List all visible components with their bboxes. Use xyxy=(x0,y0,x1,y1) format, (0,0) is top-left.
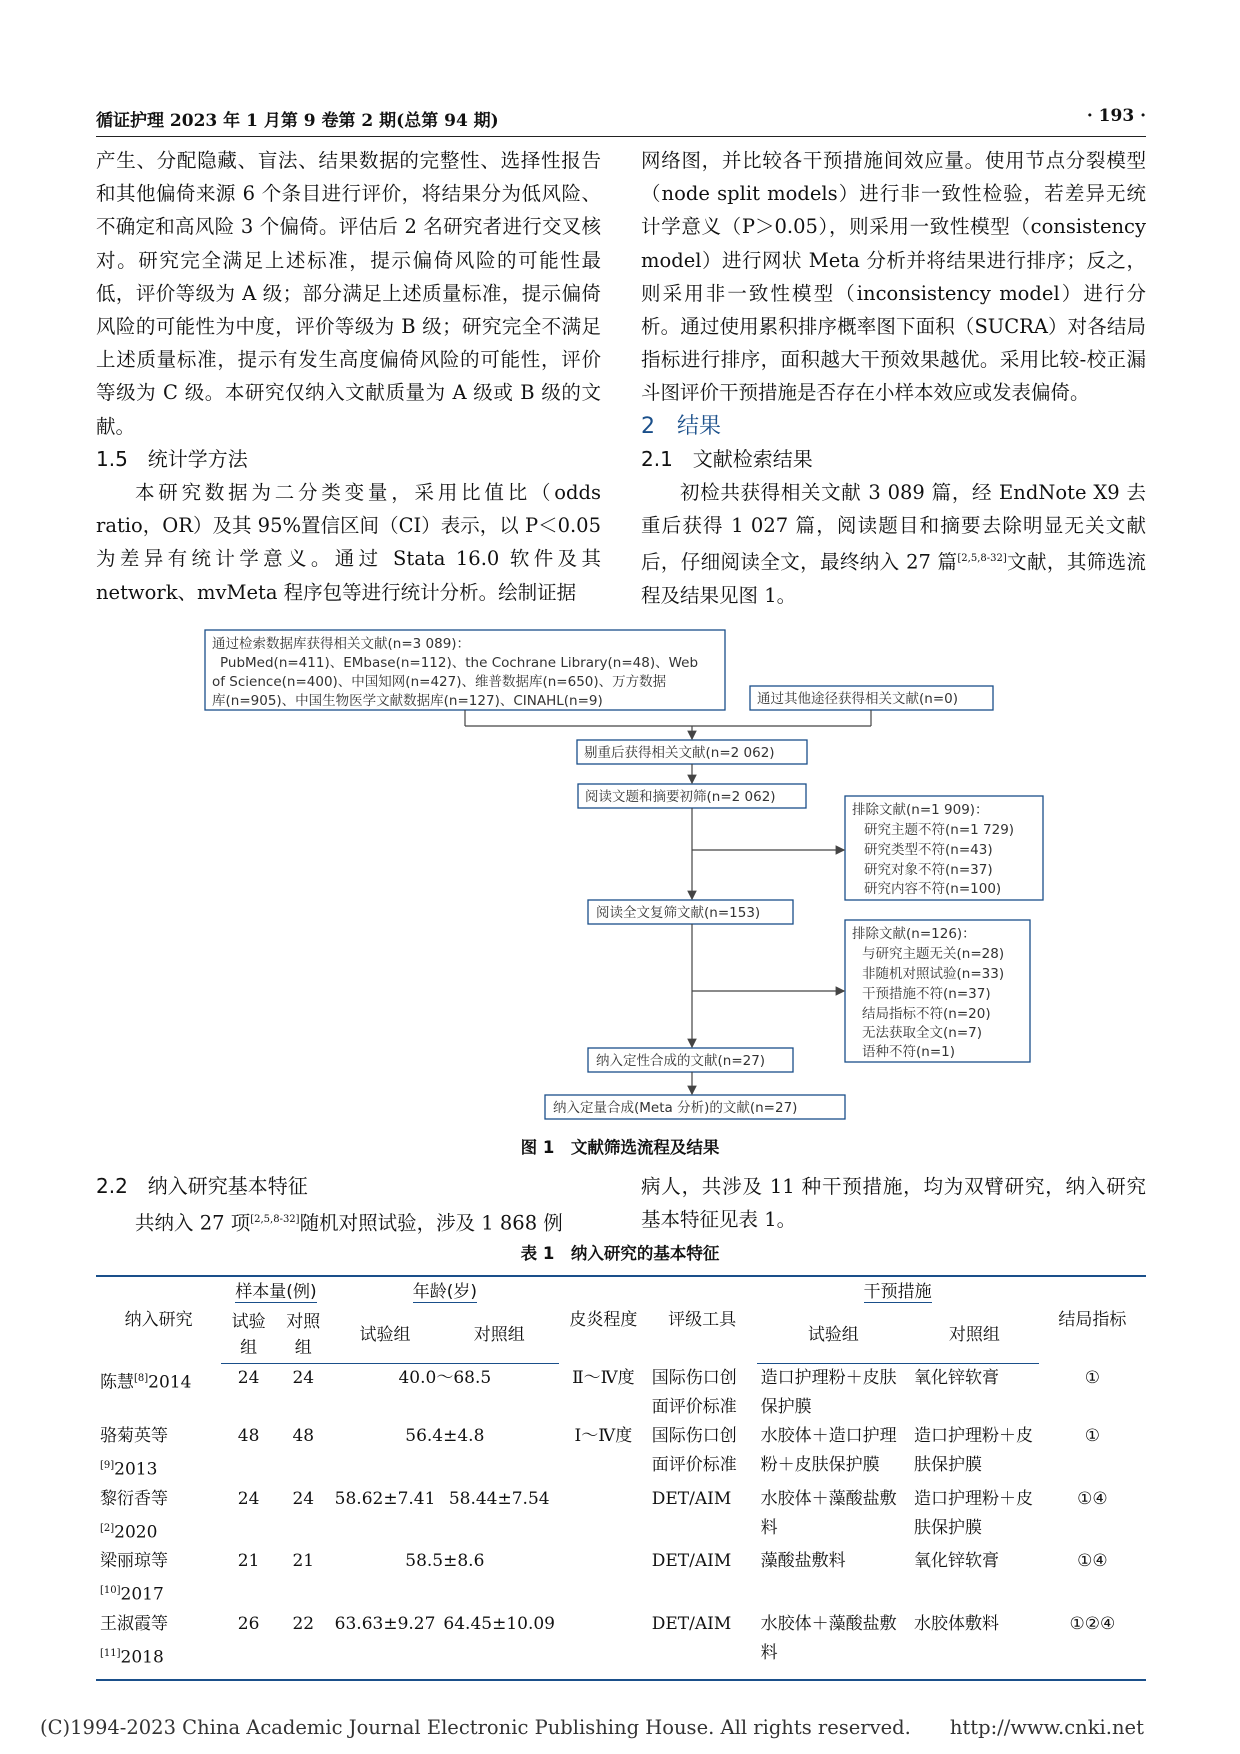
th-sample-group xyxy=(221,1276,330,1307)
running-header xyxy=(96,106,1146,131)
table-caption: 表 1 纳入研究的基本特征 xyxy=(520,1244,720,1263)
journal-info: 循证护理 2023 年 1 月第 9 卷第 2 期(总第 94 期) xyxy=(96,111,499,131)
table-row xyxy=(96,1422,1146,1485)
cell-int-ctl: 造口护理粉＋皮肤保护膜 xyxy=(914,1488,1034,1538)
cell-age-exp: 58.62±7.41 xyxy=(334,1488,436,1509)
th-int-exp: 试验组 xyxy=(757,1307,910,1364)
cell-n-exp: 24 xyxy=(237,1368,260,1388)
cell-study xyxy=(96,1485,221,1548)
paragraph-network: 网络图，并比较各干预措施间效应量。使用节点分裂模型（node split models）进行非一致性检验，若差异无统计学意义（P＞0.05），则采用一致性模型（consistency model）进行网状 Meta 分析并将结果进行排序；反之，则采用非一致性模型（inconsistency model）进行分析。通过使用累积排序概率图下面积（SUCRA）对各结局指标进行排序，面积越大干预效果越优。采用比较-校正漏斗图评价干预措施是否存在小样本效应或发表偏倚。 xyxy=(641,149,1146,405)
section-2-2-right xyxy=(641,1170,1146,1236)
right-column xyxy=(641,144,1146,612)
citation: [8] xyxy=(134,1372,149,1384)
heading-2-2: 2.2 纳入研究基本特征 xyxy=(96,1174,308,1198)
paragraph-stats: 本研究数据为二分类变量，采用比值比（odds ratio，OR）及其 95%置信区间（CI）表示，以 P＜0.05 为差异有统计学意义。通过 Stata 16.0 软件及其 network、mvMeta 程序包等进行统计分析。绘制证据 xyxy=(96,481,601,604)
flow-other-sources: 通过其他途径获得相关文献(n=0) xyxy=(757,691,958,707)
cell-tool: 国际伤口创面评价标准 xyxy=(651,1426,737,1475)
flow-excl2-item: 结局指标不符(n=20) xyxy=(862,1006,991,1022)
th-int-ctl: 对照组 xyxy=(910,1307,1039,1364)
table-row xyxy=(96,1610,1146,1680)
cell-age-ctl: 64.45±10.09 xyxy=(439,1610,559,1680)
th-intervention-group xyxy=(757,1276,1039,1307)
cell-tool: DET/AIM xyxy=(651,1488,732,1509)
flow-qualitative: 纳入定性合成的文献(n=27) xyxy=(596,1053,766,1069)
citation: [11] xyxy=(100,1647,121,1659)
heading-1-5: 1.5 统计学方法 xyxy=(96,446,248,471)
flow-fulltext: 阅读全文复筛文献(n=153) xyxy=(596,905,761,921)
study-year: 2018 xyxy=(120,1647,164,1668)
citation: [10] xyxy=(100,1585,121,1597)
flow-excl1-item: 研究类型不符(n=43) xyxy=(864,842,993,858)
study-year: 2014 xyxy=(148,1372,192,1393)
flow-excl2-item: 无法获取全文(n=7) xyxy=(862,1025,982,1041)
paragraph-characteristics-cont: 病人，共涉及 11 种干预措施，均为双臂研究，纳入研究基本特征见表 1。 xyxy=(641,1175,1146,1232)
th-age-exp: 试验组 xyxy=(331,1307,440,1364)
study-year: 2013 xyxy=(114,1459,158,1480)
th-age-group xyxy=(331,1276,559,1307)
cell-age-exp: 63.63±9.27 xyxy=(331,1610,440,1680)
flow-excl2-item: 与研究主题无关(n=28) xyxy=(862,946,1005,962)
th-sample: 样本量(例) xyxy=(235,1282,317,1302)
paragraph-characteristics xyxy=(96,1203,601,1240)
flow-excl1-title: 排除文献(n=1 909)： xyxy=(852,802,989,818)
copyright-footer: (C)1994-2023 China Academic Journal Electronic Publishing House. All rights reserved. http://www.cnki.net xyxy=(40,1716,1144,1739)
cell-degree xyxy=(559,1610,648,1680)
search-results-text-end: 文献，其筛选流程及结果见图 1。 xyxy=(641,550,1146,608)
th-age: 年龄(岁) xyxy=(412,1282,477,1302)
cell-n-exp: 21 xyxy=(237,1551,260,1572)
cell-int-ctl: 造口护理粉＋皮肤保护膜 xyxy=(914,1426,1034,1475)
section-2-2-left xyxy=(96,1170,601,1240)
cell-int-exp: 造口护理粉＋皮肤保护膜 xyxy=(760,1368,897,1417)
cell-n-exp: 26 xyxy=(221,1610,276,1680)
cell-n-exp: 48 xyxy=(237,1426,260,1446)
cell-int-exp: 水胶体＋造口护理粉＋皮肤保护膜 xyxy=(760,1426,897,1475)
cell-tool: 国际伤口创面评价标准 xyxy=(651,1367,737,1417)
citation: [2] xyxy=(100,1522,115,1534)
study-name: 梁丽琼等 xyxy=(100,1551,168,1572)
th-age-ctl: 对照组 xyxy=(439,1307,559,1364)
study-name: 骆菊英等 xyxy=(100,1426,168,1446)
study-name: 黎衍香等 xyxy=(100,1488,168,1509)
paragraph-search-results xyxy=(641,476,1146,612)
table-row xyxy=(96,1485,1146,1548)
cell-tool: DET/AIM xyxy=(648,1610,757,1680)
flow-excl2-item: 干预措施不符(n=37) xyxy=(862,986,991,1002)
th-tool: 评级工具 xyxy=(648,1276,757,1364)
cell-int-ctl: 氧化锌软膏 xyxy=(914,1368,1000,1388)
cell-n-ctl: 48 xyxy=(292,1426,315,1446)
cell-int-exp: 藻酸盐敷料 xyxy=(760,1551,846,1572)
cell-degree xyxy=(559,1547,648,1610)
cell-study xyxy=(96,1547,221,1610)
flow-box1-line2: PubMed(n=411)、EMbase(n=112)、the Cochrane Library(n=48)、Web xyxy=(220,655,699,671)
th-sample-ctl: 对照组 xyxy=(276,1307,331,1364)
cell-study xyxy=(96,1422,221,1485)
citation: [2,5,8-32] xyxy=(957,553,1007,565)
cell-study xyxy=(96,1364,221,1423)
study-name: 陈慧 xyxy=(100,1372,134,1393)
cell-age-ctl: 58.44±7.54 xyxy=(448,1488,550,1509)
characteristics-text-end: 随机对照试验，涉及 1 868 例 xyxy=(299,1211,563,1235)
cell-n-ctl: 22 xyxy=(276,1610,331,1680)
cell-age: 40.0～68.5 xyxy=(398,1368,492,1388)
heading-2-1: 2.1 文献检索结果 xyxy=(641,446,813,471)
cell-age: 56.4±4.8 xyxy=(405,1426,485,1446)
cell-int-ctl: 水胶体敷料 xyxy=(910,1610,1039,1680)
cell-outcome: ① xyxy=(1084,1426,1100,1446)
study-year: 2017 xyxy=(120,1584,164,1605)
paragraph-bias: 产生、分配隐藏、盲法、结果数据的完整性、选择性报告和其他偏倚来源 6 个条目进行评价，将结果分为低风险、不确定和高风险 3 个偏倚。评估后 2 名研究者进行交叉核对。研究完全满足上述标准，提示偏倚风险的可能性最低，评价等级为 A 级；部分满足上述质量标准，提示偏倚风险的可能性为中度，评价等级为 B 级；研究完全不满足上述质量标准，提示有发生高度偏倚风险的可能性，评价等级为 C 级。本研究仅纳入文献质量为 A 级或 B 级的文献。 xyxy=(96,149,601,438)
cell-int-exp: 水胶体＋藻酸盐敷料 xyxy=(757,1610,910,1680)
flow-excl2-item: 非随机对照试验(n=33) xyxy=(862,966,1005,982)
search-results-text: 初检共获得相关文献 3 089 篇，经 EndNote X9 去重后获得 1 027 篇，阅读题目和摘要去除明显无关文献后，仔细阅读全文，最终纳入 27 篇 xyxy=(641,481,1146,574)
characteristics-table xyxy=(96,1275,1146,1681)
flow-excl1-item: 研究对象不符(n=37) xyxy=(864,862,993,878)
cell-n-ctl: 24 xyxy=(292,1488,315,1509)
flow-box1-line1: 通过检索数据库获得相关文献(n=3 089)： xyxy=(212,636,471,652)
cell-int-exp: 水胶体＋藻酸盐敷料 xyxy=(760,1488,897,1538)
cell-outcome: ①④ xyxy=(1077,1551,1108,1572)
flow-excl1-item: 研究内容不符(n=100) xyxy=(864,881,1002,897)
cell-tool: DET/AIM xyxy=(651,1551,732,1572)
characteristics-text: 共纳入 27 项 xyxy=(135,1211,251,1235)
cell-int-ctl: 氧化锌软膏 xyxy=(914,1551,1000,1572)
cell-outcome: ①④ xyxy=(1077,1488,1108,1509)
th-outcome: 结局指标 xyxy=(1039,1276,1146,1364)
th-degree: 皮炎程度 xyxy=(559,1276,648,1364)
heading-2: 2 结果 xyxy=(641,413,721,439)
citation: [2,5,8-32] xyxy=(250,1214,300,1226)
cell-study xyxy=(96,1610,221,1680)
header-rule xyxy=(96,136,1146,137)
flow-excl1-item: 研究主题不符(n=1 729) xyxy=(864,822,1015,838)
page-number: · 193 · xyxy=(1086,106,1146,126)
cell-degree xyxy=(559,1485,648,1548)
flow-box1-line3: of Science(n=400)、中国知网(n=427)、维普数据库(n=650)、万方数据 xyxy=(212,674,667,690)
table-row xyxy=(96,1547,1146,1610)
th-sample-exp: 试验组 xyxy=(221,1307,276,1364)
cell-degree: Ⅰ～Ⅳ度 xyxy=(574,1426,633,1446)
cell-n-ctl: 24 xyxy=(292,1368,315,1388)
flow-deduplicated: 剔重后获得相关文献(n=2 062) xyxy=(584,745,775,761)
prisma-flowchart xyxy=(200,628,1050,1123)
cell-degree: Ⅱ～Ⅳ度 xyxy=(572,1367,635,1388)
flow-title-screening: 阅读文题和摘要初筛(n=2 062) xyxy=(585,789,776,805)
cell-outcome: ①②④ xyxy=(1039,1610,1146,1680)
th-intervention: 干预措施 xyxy=(863,1282,932,1302)
cell-outcome: ① xyxy=(1084,1367,1100,1388)
study-year: 2020 xyxy=(114,1522,158,1543)
cell-n-ctl: 21 xyxy=(292,1551,315,1572)
flow-excl2-title: 排除文献(n=126)： xyxy=(852,926,976,942)
left-column xyxy=(96,144,601,609)
citation: [9] xyxy=(100,1460,115,1471)
cell-age: 58.5±8.6 xyxy=(405,1551,485,1572)
flow-box1-line4: 库(n=905)、中国生物医学文献数据库(n=127)、CINAHL(n=9) xyxy=(212,693,603,709)
cell-n-exp: 24 xyxy=(237,1488,260,1509)
th-study: 纳入研究 xyxy=(96,1276,221,1364)
figure-caption: 图 1 文献筛选流程及结果 xyxy=(520,1138,720,1157)
study-name: 王淑霞等 xyxy=(100,1613,168,1634)
flow-excl2-item: 语种不符(n=1) xyxy=(862,1044,955,1060)
flow-quantitative: 纳入定量合成(Meta 分析)的文献(n=27) xyxy=(553,1100,798,1116)
table-row xyxy=(96,1364,1146,1423)
